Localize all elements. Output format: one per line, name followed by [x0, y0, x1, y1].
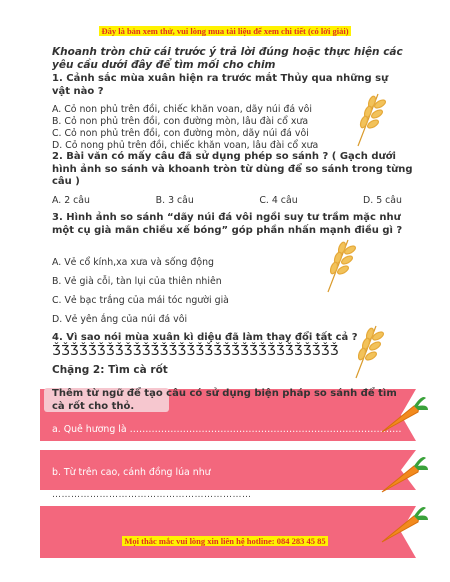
q3-option-c[interactable]: C. Vẻ bạc trắng của mái tóc người già	[52, 295, 229, 306]
question-5: Thêm từ ngữ để tạo câu có sử dụng biện pháp so sánh để tìm cà rốt cho thỏ.	[52, 388, 397, 412]
q2-options	[52, 195, 402, 206]
q3-option-d[interactable]: D. Vẻ yên ắng của núi đá vôi	[52, 314, 188, 325]
q3-option-b[interactable]: B. Vẻ già cỗi, tàn lụi của thiên nhiên	[52, 276, 222, 287]
wheat-icon	[350, 88, 394, 148]
wheat-icon	[320, 234, 364, 294]
q2-option-c[interactable]: C. 4 câu	[259, 195, 298, 206]
answer-line-a[interactable]: a. Quê hương là ……………………………………………………………………………	[52, 424, 402, 435]
wheat-icon	[348, 320, 392, 380]
hotline-banner: Mọi thắc mắc vui lòng xin liên hệ hotline: 084 283 45 85	[124, 536, 326, 546]
q2-option-b[interactable]: B. 3 câu	[155, 195, 194, 206]
question-2: 2. Bài văn có mấy câu đã sử dụng phép so sánh ? ( Gạch dưới hình ảnh so sánh và khoanh tròn từ dùng để so sánh trong từng câu )	[52, 151, 413, 187]
question-1: 1. Cảnh sắc mùa xuân hiện ra trước mắt Thủy qua những sự vật nào ?	[52, 73, 389, 97]
answer-placeholder: ǮǮǮǮǮǮǮǮǮǮǮǮǮǮǮǮǮǮǮǮǮǮǮǮǮǮǮǮǮǮǮǮ	[52, 344, 339, 359]
carrot-icon[interactable]	[378, 452, 430, 498]
q1-option-b[interactable]: B. Cỏ non phủ trên đồi, con đường mòn, lâu đài cổ xưa	[52, 116, 309, 127]
q1-option-a[interactable]: A. Cỏ non phủ trên đồi, chiếc khăn voan, dãy núi đá vôi	[52, 104, 312, 115]
q3-option-a[interactable]: A. Vẻ cổ kính,xa xưa và sống động	[52, 257, 214, 268]
decorative-ribbon	[40, 506, 416, 558]
instruction-text: Khoanh tròn chữ cái trước ý trả lời đúng hoặc thực hiện các yêu cầu dưới đây để tìm mối cho chim	[52, 46, 403, 71]
q2-option-d[interactable]: D. 5 câu	[363, 195, 402, 206]
carrot-icon[interactable]	[378, 502, 430, 548]
answer-line-b[interactable]: b. Từ trên cao, cánh đồng lúa như	[52, 467, 211, 478]
answer-dots-b[interactable]: ………………………………………………………	[52, 490, 252, 500]
section-2-title: Chặng 2: Tìm cà rốt	[52, 364, 168, 376]
question-3: 3. Hình ảnh so sánh “dãy núi đá vôi ngồi suy tư trầm mặc như một cụ già mãn chiều xế bóng” góp phần nhấn mạnh điều gì ?	[52, 212, 403, 236]
q1-option-d[interactable]: D. Cỏ nong phủ trên đồi, chiếc khăn voan, lâu đài cổ xưa	[52, 140, 319, 151]
q2-option-a[interactable]: A. 2 câu	[52, 195, 90, 206]
carrot-icon[interactable]	[378, 392, 430, 438]
question-4: 4. Vì sao nói mùa xuân kì diệu đã làm thay đổi tất cả ?	[52, 332, 358, 343]
q1-option-c[interactable]: C. Cỏ non phủ trên đồi, con đường mòn, dãy núi đá vôi	[52, 128, 309, 139]
preview-banner: Đây là bản xem thử, vui lòng mua tài liệu để xem chi tiết (có lời giải)	[101, 26, 349, 36]
